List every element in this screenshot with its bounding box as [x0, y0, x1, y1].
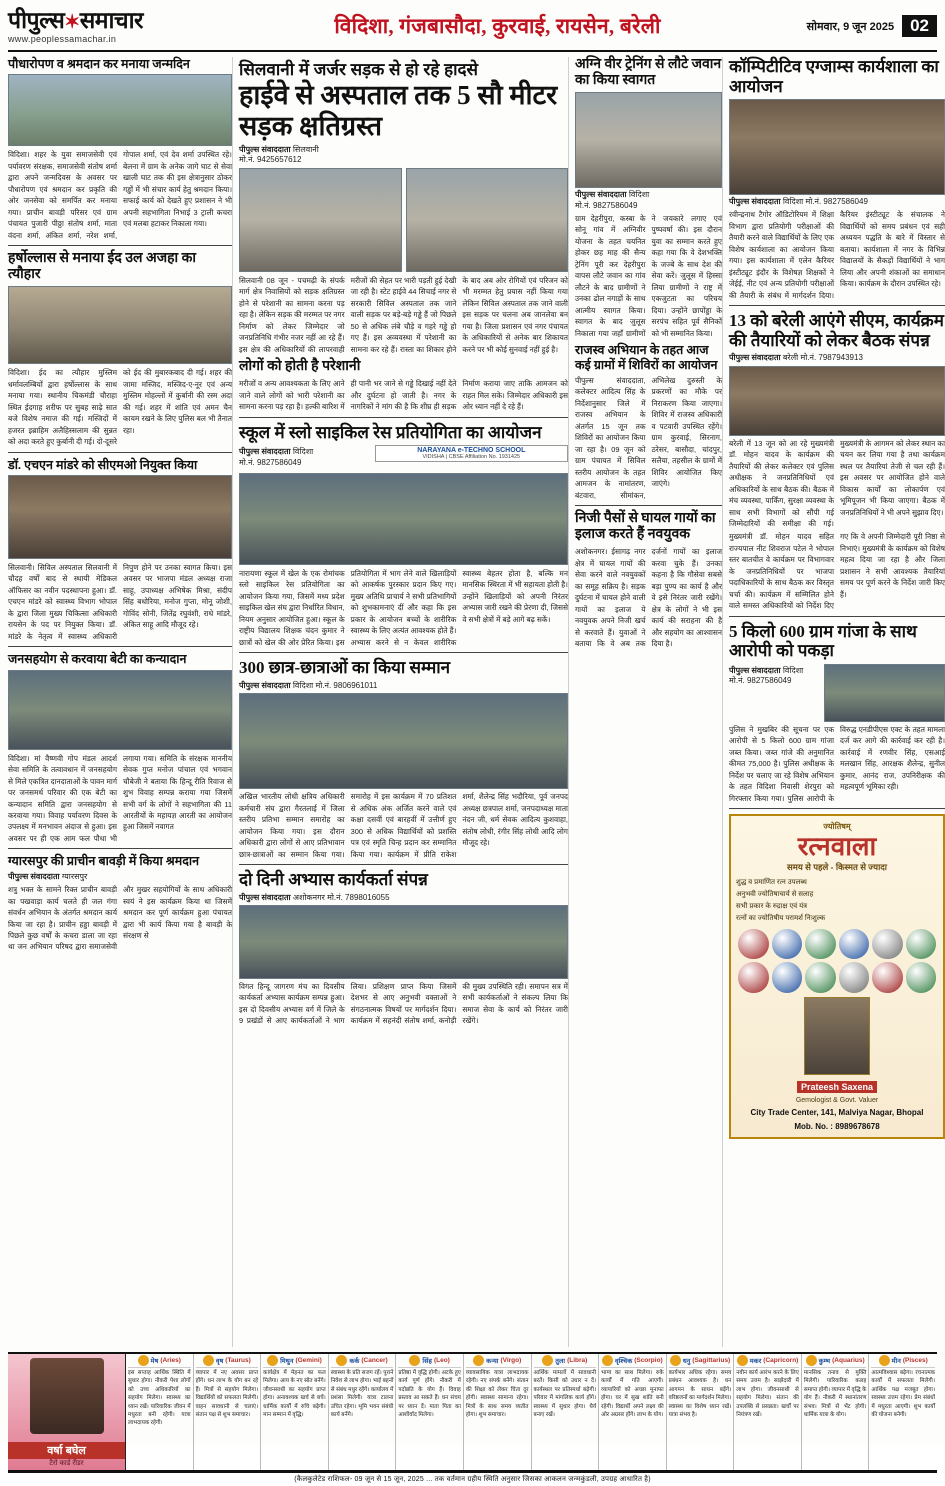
- article-headline: स्कूल में स्लो साइकिल रेस प्रतियोगिता का आयोजन: [239, 422, 542, 442]
- article-body: पुलिस ने मुखबिर की सूचना पर एक आरोपी से 5 किलो 600 ग्राम गांजा जब्त किया। जब्त गांजे की अनुमानित कीमत 75,000 है। पुलिस अधीक्षक के निर्देश पर चलाए जा रहे विशेष अभियान के तहत विदिशा निवासी शेरपुरा को गिरफ्तार किया गया। पुलिस आरोपी के विरुद्ध एनडीपीएस एक्ट के तहत मामला दर्ज कर आगे की कार्रवाई कर रही है। कार्रवाई में रणवीर सिंह, एसआई मलखान सिंह, आरक्षक शैलेन्द्र, सुनील कुमार, आनंद राज, उपनिरीक्षक की महत्वपूर्ण भूमिका रही।: [729, 724, 945, 803]
- byline-mobile: मो.नं. 7987943913: [800, 353, 863, 363]
- byline-place: अशोकनगर: [292, 892, 325, 902]
- zodiac-icon: [879, 1355, 890, 1366]
- article-photo: [575, 92, 722, 188]
- zodiac-icon: [542, 1355, 553, 1366]
- byline-mobile: मो.नं. 9827586049: [729, 676, 792, 686]
- article-headline: 5 किलो 600 ग्राम गांजा के साथ आरोपी को पकड़ा: [729, 621, 917, 661]
- logo-block: [8, 9, 248, 44]
- article-two-day-training: [239, 870, 568, 1031]
- logo-word-1: पीपुल्स: [8, 7, 65, 33]
- horoscope-scorpio[interactable]: [599, 1354, 667, 1470]
- sign-name: सिंह: [422, 1358, 432, 1365]
- article-photo: [239, 473, 568, 565]
- article-ganja-seizure: [729, 622, 945, 809]
- article-300-students-honoured: [239, 658, 568, 865]
- article-body: शहर के युवा समाजसेवी एवं पर्यावरण संरक्षक, समाजसेवी संतोष शर्मा द्वारा अपने जन्मदिवस के अवसर पर पौधारोपण एवं श्रमदान कर प्रकृति की ओर जनसेवा को समर्पित कर मनाया गया। प्राचीन बावड़ी परिसर एवं ग्राम पंचायत पुजारी पीठ्ठा संतोष शर्मा, माता वंदना शर्मा, अंकित शर्मा, नरेश शर्मा, गोपाल शर्मा, एवं देव शर्मा उपस्थित रहे। बेलना में ग्राम के अनेक जागे घाट से सेवा खाली घाट तक की इस क्षेत्रानुसार ठोकर गड्ढों में भी संचार कार्य हेतु श्रमदान किया। सफाई कार्य को देखते हुए प्रशासन ने भी अपनी सहभागिता निभाई 3 ट्राली कचरा एवं मलबा हटाकर निकाला गया।: [8, 150, 232, 240]
- article-body: बरेली में 13 जून को आ रहे मुख्यमंत्री डॉ. मोहन यादव के कार्यक्रम की तैयारियों की लेकर कलेक्टर एवं पुलिस अधीक्षक ने जनप्रतिनिधियों एवं अधिकारियों के साथ बैठक की। बैठक में मंच व्यवस्था, पार्किंग, सुरक्षा व्यवस्था के साथ सभी विभागों को सौंपी गई जिम्मेदारियों की समीक्षा की गई। मुख्यमंत्री के आगमन को लेकर स्थान का चयन कर लिया गया है तथा कार्यक्रम स्थल पर तैयारियां तेजी से चल रही हैं। इस अवसर पर आयोजित होने वाले विकास कार्यों का लोकार्पण एवं भूमिपूजन भी किया जाएगा। बैठक में जनप्रतिनिधियों ने भी अपने सुझाव दिए।: [729, 438, 945, 528]
- article-lead-road-damage: [239, 57, 568, 418]
- sign-text: मानसिक तनाव से मुक्ति मिलेगी। पारिवारिक कलह समाप्त होगी। व्यापार में वृद्धि के योग हैं। नौकरी में स्थानांतरण संभव। मित्रों से भेंट होगी। धार्मिक यात्रा के योग।: [803, 1370, 867, 1418]
- byline: [729, 666, 820, 687]
- sign-name-en: (Gemini): [295, 1357, 322, 1364]
- ad-person-name: Prateesh Saxena: [797, 1081, 877, 1093]
- article-gyaraspur-bawdi: [8, 854, 232, 957]
- article-body: सिविल अस्पताल सिलवानी में चौदह वर्षों बाद से स्थायी मेडिकल ऑफिसर का नवीन पदस्थापना हुआ। डॉ. एचएन मांडरे को स्वास्थ्य विभाग भोपाल के द्वारा जिला मुख्य चिकित्सा अधिकारी रायसेन के पद पर नियुक्त किया। डॉ. मांडरे के नेतृत्व में स्वास्थ्य अधिकारी निपुण होने पर उनका स्वागत किया। इस अवसर पर भाजपा मंडल अध्यक्ष राजा साहू, उपाध्यक्ष अभिषेक मिश्रा, संदीप सिंह बधोरिया, मनोज गुप्ता, मोनू जोशी, गोविंद सोनी, जितेंद्र रघुवंशी, राधे मांडरे, अंकित साहू आदि मौजूद रहे।: [8, 562, 232, 641]
- sign-name: कुम्भ: [818, 1358, 831, 1365]
- article-headline: हर्षोल्लास से मनाया ईद उल अजहा का त्यौहार: [8, 251, 197, 283]
- article-headline: पौधारोपण व श्रमदान कर मनाया जन्मदिन: [8, 57, 190, 71]
- ad-bullet: सभी प्रकार के रुद्राक्ष एवं यंत्र: [736, 902, 808, 910]
- sign-name-en: (Virgo): [500, 1357, 522, 1364]
- horoscope-taurus[interactable]: [194, 1354, 262, 1470]
- gem-icon: [839, 929, 870, 960]
- article-slow-cycle-race: [239, 423, 568, 654]
- sign-header: [804, 1355, 867, 1368]
- article-body: नारायणा स्कूल में खेल के एक रोमांचक स्लो साइकिल रेस प्रतियोगिता का आयोजन किया गया, जिसमें मध्य प्रदेश साइकिल खेल संघ द्वारा निर्धारित विधान, नियम अनुसार आयोजित हुआ। स्कूल के राष्ट्रीय विद्यालय शिक्षक चंदन कुमार ने छात्रों को खेल की ओर प्रेरित किया। इस प्रतियोगिता में भाग लेने वाले खिलाड़ियों को आकर्षक पुरस्कार प्रदान किए गए। मुख्य अतिथि प्राचार्य ने सभी प्रतिभागियों को शुभकामनाएं दीं और कहा कि इस प्रकार के आयोजन बच्चों के शारीरिक स्वास्थ्य के लिए अत्यंत आवश्यक होते हैं। अभ्यास करने से न केवल शारीरिक स्वास्थ्य बेहतर होता है, बल्कि मन मानसिक स्थिरता में भी सहायता होती है। उन्होंने खिलाड़ियों को अपनी निरंतर अभ्यास जारी रखने की प्रेरणा दी, जिससे वे सभी क्षेत्रों में बड़े आगे बढ़ सकें।: [239, 568, 568, 647]
- content-grid: [8, 57, 945, 1347]
- sign-text: भाग्य का साथ मिलेगा। रुके कार्यों में गति आएगी। व्यापारियों को अच्छा मुनाफा होगा। घर में सुख शांति बनी रहेगी। विद्यार्थी अपने लक्ष्य की ओर अग्रसर होंगे। लाभ के योग।: [601, 1370, 664, 1418]
- article-body: विगत हिन्दू जागरण मंच का दिवसीय कार्यकर्ता अभ्यास कार्यक्रम सम्पन्न हुआ। इस दो दिवसीय अभ्यास वर्ग में जिले के 9 प्रखंडों से आए कार्यकर्ताओं ने भाग लिया। प्रशिक्षण प्राप्त किया जिसमें देशभर से आए अनुभवी वक्ताओं ने संगठनात्मक विषयों पर मार्गदर्शन दिया। कार्यक्रम में सहनंदी संतोष शर्मा, कनोड़ी की मुख्य उपस्थिति रही। समापन सत्र में सभी कार्यकर्ताओं ने संकल्प लिया कि समाज सेवा के कार्य को निरंतर जारी रखेंगे।: [239, 981, 568, 1026]
- sign-header: [871, 1355, 935, 1368]
- sign-name-en: (Aries): [160, 1357, 181, 1364]
- zodiac-icon: [336, 1355, 347, 1366]
- sign-name-en: (Pisces): [902, 1357, 928, 1364]
- article-headline: डॉ. एचएन मांडरे को सीएमओ नियुक्त किया: [8, 457, 198, 472]
- article-photo: [729, 366, 945, 436]
- zodiac-icon: [670, 1355, 681, 1366]
- article-body-2: मुख्यमंत्री डॉ. मोहन यादव सहित राज्यपाल नीट शिवराज पटेल ने भोपाल स्तर बातचीत वे कार्यक्रम पर विभागवार के जनप्रतिनिधियों पर भाजपा पदाधिकारियों के साथ बैठक कर विस्तृत चर्चा की। कार्यक्रम में सम्मिलित होने वाले समस्त अधिकारियों को निर्देश दिए गए कि वे अपनी जिम्मेदारी पूरी निष्ठा से निभाएं। मुख्यमंत्री के कार्यक्रम को विशेष महत्व दिया जा रहा है और जिला प्रशासन ने सभी आवश्यक तैयारियां समय पर पूर्ण करने के निर्देश जारी किए हैं।: [729, 532, 945, 611]
- sign-text: व्यापार में नए अवसर प्राप्त होंगे। धन लाभ के योग बन रहे हैं। मित्रों से सहयोग मिलेगा। विद्यार्थियों को सफलता मिलेगी। वाहन सावधानी से चलाएं। संतान पक्ष से शुभ समाचार।: [195, 1370, 259, 1418]
- sign-header: [398, 1355, 461, 1368]
- sign-name: कर्क: [349, 1358, 360, 1365]
- sign-name-en: (Scorpio): [634, 1357, 663, 1364]
- horoscope-capricorn[interactable]: [734, 1354, 802, 1470]
- sign-name-en: (Capricorn): [763, 1357, 799, 1364]
- article-agniveer-welcome: [575, 57, 722, 506]
- article-photo: [239, 905, 568, 979]
- sign-text: इस सप्ताह आर्थिक स्थिति में सुधार होगा। नौकरी पेशा लोगों को उच्च अधिकारियों का सहयोग मिलेगा। स्वास्थ्य का ध्यान रखें। पारिवारिक जीवन में मधुरता बनी रहेगी। यात्रा लाभदायक रहेगी।: [128, 1370, 191, 1427]
- sign-name-en: (Cancer): [361, 1357, 388, 1364]
- byline: [239, 893, 568, 903]
- byline-label: पीपुल्स संवाददाता: [729, 197, 781, 207]
- sign-text: नवीन कार्य आरंभ करने के लिए समय उत्तम है। साझेदारी में लाभ होगा। जीवनसाथी से सहयोग मिलेगा। संतान की उपलब्धि से प्रसन्नता। खर्चों पर नियंत्रण रखें।: [736, 1370, 799, 1418]
- lead-kicker: सिलवानी में जर्जर सड़क से हो रहे हादसे: [239, 60, 479, 79]
- article-competitive-exams-workshop: [729, 57, 945, 306]
- horoscope-pisces[interactable]: [869, 1354, 937, 1470]
- byline-place: विदिशा: [292, 680, 314, 690]
- article-photo: [729, 99, 945, 195]
- sign-header: [331, 1355, 394, 1368]
- article-body: रवीन्द्रनाथ टैगोर ऑडिटोरियम में शिक्षा विभाग द्वारा प्रतियोगी परीक्षाओं की तैयारी करने वाले विद्यार्थियों के लिए एक विशेष कार्यशाला का आयोजन किया गया। इस कार्यशाला में एलेन कैरियर इंस्टीट्यूट इंदौर के विशेषज्ञ शिक्षकों ने जेईई, नीट एवं अन्य प्रतियोगी परीक्षाओं की तैयारी के संबंध में मार्गदर्शन दिया। कैरियर इंस्टीट्यूट के संचालक ने विद्यार्थियों को समय प्रबंधन एवं सही अध्ययन पद्धति के बारे में विस्तार से बताया। कार्यशाला में नगर के विभिन्न विद्यालयों के सैकड़ों विद्यार्थियों ने भाग लिया और अपनी शंकाओं का समाधान किया। कार्यक्रम के दौरान उपस्थित रहे।: [729, 210, 945, 300]
- ad-address: City Trade Center, 141, Malviya Nagar, Bhopal: [750, 1107, 924, 1117]
- host-role: टैरो कार्ड रीडर: [49, 1460, 84, 1467]
- horoscope-virgo[interactable]: [464, 1354, 532, 1470]
- byline-mobile: मो.नं. 9827586049: [805, 197, 868, 207]
- article-paudharopan: [8, 57, 232, 246]
- sign-header: [601, 1355, 664, 1368]
- byline-place: विदिशा: [628, 190, 650, 200]
- article-cm-visit-bareli: [729, 311, 945, 617]
- gem-icon: [839, 962, 870, 993]
- lead-body: सिलवानी 08 जून - पचमढ़ी के संपर्क मार्ग क्षेत्र निवासियों को सड़क क्षतिग्रस्त होने से परेशानी का सामना करना पड़ रहा है। लेकिन सड़क की मरम्मत पर नगर निर्माण को लेकर जिम्मेदार जो जनप्रतिनिधि गंभीर नजर नहीं आ रहे हैं। इस क्षेत्र की अधिकारियों की लापरवाही मरीजों की सेहत पर भारी पड़ती हुई देखी जा रही है। स्टेट हाईवे 44 सिचाई नगर से सरकारी सिविल अस्पताल तक जाने वाली सड़क पर बड़े-बड़े गड्ढे हैं जो पिछले 50 से अधिक लंबे चौड़े व गहरे गड्ढे हो गए हैं। इस अव्यवस्था में परेशानी का सामना कर रहे हैं। रास्ता का शिकार होने के बाद अब ओर रोगियों एवं परिजन को भी मरम्मत हेतु प्रयास नहीं किया गया लेकिन सिविल अस्पताल तक जाने वाली इस सड़क पर चलना अब जानलेवा बन गया है। जिला प्रशासन एवं नगर पंचायत के अधिकारियों से अनेक बार शिकायत करने पर भी कोई सुनवाई नहीं हुई है।: [239, 275, 568, 354]
- website-url[interactable]: www.peoplessamachar.in: [8, 33, 117, 44]
- sign-name-en: (Aquarius): [832, 1357, 865, 1364]
- article-headline: 13 को बरेली आएंगे सीएम, कार्यक्रम की तैयारियों को लेकर बैठक संपन्न: [729, 311, 944, 350]
- sign-name-en: (Taurus): [225, 1357, 251, 1364]
- byline-label: पीपुल्स संवाददाता: [575, 190, 627, 200]
- byline-place: विदिशा: [782, 665, 804, 675]
- byline-label: पीपुल्स संवाददाता: [8, 871, 60, 881]
- article-cmo-appointed: [8, 458, 232, 648]
- horoscope-libra[interactable]: [532, 1354, 600, 1470]
- article-headline: निजी पैसों से घायल गायों का इलाज करते हैं नवयुवक: [575, 511, 716, 543]
- byline-mobile: मो.नं. 9827586049: [239, 457, 302, 467]
- article-place: विदिशा।: [8, 368, 30, 378]
- sign-text: स्वास्थ्य के प्रति सजग रहें। पुराने निवेश से लाभ होगा। भाई बहनों से संबंध मधुर रहेंगे। कार्यालय में प्रशंसा मिलेगी। यात्रा टालना उचित रहेगा। भूमि भवन संबंधी कार्य बनेंगे।: [330, 1370, 394, 1418]
- sign-name: मिथुन: [280, 1358, 294, 1365]
- sign-text: व्यावसायिक यात्रा लाभदायक रहेगी। नए संपर्क बनेंगे। संतान की शिक्षा को लेकर चिंता दूर होगी। स्वास्थ्य सामान्य रहेगा। मित्रों के साथ समय व्यतीत होगा। शुभ समाचार।: [465, 1370, 529, 1418]
- article-place: विदिशा।: [8, 150, 30, 160]
- article-kanyadan: [8, 652, 232, 849]
- byline-mobile: मो.नं. 9827586049: [575, 200, 638, 210]
- page-number: 02: [902, 15, 937, 38]
- column-4: [729, 57, 945, 1347]
- byline-label: पीपुल्स संवाददाता: [239, 447, 291, 457]
- gemstone-grid: [738, 929, 936, 993]
- host-name: वर्षा बघेल: [8, 1442, 125, 1459]
- sign-header: [736, 1355, 799, 1368]
- column-2: [239, 57, 569, 1347]
- edition-cities: विदिशा, गंजबासौदा, कुरवाई, रायसेन, बरेली: [334, 14, 661, 38]
- zodiac-icon: [267, 1355, 278, 1366]
- zodiac-icon: [602, 1355, 613, 1366]
- article-photo: [824, 664, 945, 722]
- byline: [8, 872, 232, 882]
- article-photo: [8, 670, 232, 750]
- ad-kicker: ज्योतिषम्: [823, 822, 851, 832]
- sign-name: वृष: [215, 1358, 224, 1365]
- lead-photo-1: [239, 168, 402, 272]
- sign-header: [669, 1355, 732, 1368]
- sign-header: [263, 1355, 326, 1368]
- gem-icon: [772, 929, 803, 960]
- column-3: [575, 57, 723, 1347]
- byline: [239, 447, 371, 468]
- byline: [575, 190, 722, 211]
- sign-header: [196, 1355, 259, 1368]
- ad-person-role: Gemologist & Govt. Valuer: [795, 1096, 879, 1104]
- publication-date: सोमवार, 9 जून 2025: [806, 20, 895, 33]
- horoscope-strip: [8, 1352, 937, 1472]
- article-headline: ग्यारसपुर की प्राचीन बावड़ी में किया श्रमदान: [8, 854, 200, 869]
- horoscope-host: [8, 1354, 126, 1470]
- sign-name: वृश्चिक: [615, 1358, 633, 1365]
- star-icon: ✶: [64, 11, 80, 33]
- article-photo: [8, 475, 232, 559]
- article-body: ग्राम देहरीपुरा, कस्बा के सोनू गांव में अग्निवीर योजना के तहत चयनित होकर छह माह की सैन्य ट्रेनिंग पूरी कर देहरीपुरा वापस लौटे जवान का गांव लौटने के बाद ग्रामीणों ने उनका ढोल नगाड़ों के साथ आत्मीय स्वागत किया। स्वागत के बाद जुलूस निकाला गया जहाँ ग्रामीणों ने जयकारे लगाए एवं पुष्पवर्षा की। इस दौरान युवा का सम्मान करते हुए कहा गया कि वे देशभक्ति के जज्बे के साथ देश की सेवा करें। जुलूस में हिस्सा लिया ग्रामीणों ने राष्ट्र में एकजुटता का परिचय दिया। उन्होंने छापोंड्डा के सरपंच सहित पूर्व सैनिकों को भी सम्मानित किया।: [575, 213, 722, 338]
- sign-name-en: (Sagittarius): [692, 1357, 731, 1364]
- article-photo: [8, 286, 232, 364]
- byline-place: विदिशा: [292, 447, 314, 457]
- sign-text: कार्यक्षेत्र में मेहनत का फल मिलेगा। आय के नए स्रोत बनेंगे। जीवनसाथी का सहयोग प्राप्त होगा। अनावश्यक खर्च से बचें। धार्मिक कार्यों में रुचि बढ़ेगी। मान सम्मान में वृद्धि।: [263, 1370, 326, 1418]
- column-1: [8, 57, 233, 1347]
- logo-word-2: समाचार: [79, 7, 143, 33]
- sign-name: तुला: [555, 1358, 566, 1365]
- zodiac-icon: [409, 1355, 420, 1366]
- article-place: अशोकनगर।: [575, 547, 608, 557]
- article-photo: [239, 693, 568, 789]
- lead-photo-2: [406, 168, 569, 272]
- byline: [239, 681, 568, 691]
- gem-icon: [772, 962, 803, 993]
- byline: [729, 353, 945, 363]
- horoscope-leo[interactable]: [396, 1354, 464, 1470]
- byline-place: बरेली: [782, 353, 799, 363]
- lead-sub-body: मरीजों व अन्य आवश्यकता के लिए आने जाने वाले लोगों को भारी परेशानी का सामना करना पड़ रहा है। हल्की बारिश में ही पानी भर जाने से गड्ढे दिखाई नहीं देते और दुर्घटना हो जाती है। नगर के नागरिकों ने मांग की है कि शीघ्र ही सड़क निर्माण कराया जाए ताकि आमजन को राहत मिल सके। जिम्मेदार अधिकारी इस ओर ध्यान नहीं दे रहे हैं।: [239, 379, 568, 412]
- article-body: अखिल भारतीय लोधी क्षत्रिय अधिकारी कर्मचारी संघ द्वारा गैरतलाई में जिला स्तरीय प्रतिभा सम्मान समारोह का आयोजन किया गया। इस दौरान अधिकारी द्वारा लोगों से आए प्रतिभावान छात्र-छात्राओं का सम्मान किया गया। समारोह में इस कार्यक्रम में 70 प्रतिशत से अधिक अंक अर्जित करने वाले एवं कक्षा दसवीं एवं बारहवीं में उत्तीर्ण हुए 300 से अधिक विद्यार्थियों को प्रशस्ति पत्र एवं स्मृति चिन्ह प्रदान कर सम्मानित किया गया। कार्यक्रम में प्रीति राकेश शर्मा, शैलेन्द्र सिंह भदौरिया, पूर्व जनपद अध्यक्ष छत्रपाल शर्मा, जनपदाध्यक्ष माता नंदन जी, धर्म सेवक आदित्य कुशवाहा, संतोष लोधी, रंगीर सिंह लोधी आदि लोग मौजूद रहे।: [239, 792, 568, 859]
- sign-text: प्रतिष्ठा में वृद्धि होगी। अटके हुए कार्य पूर्ण होंगे। नौकरी में पदोन्नति के योग हैं। विवाह प्रस्ताव आ सकते हैं। धन संचय पर ध्यान दें। माता पिता का आशीर्वाद मिलेगा।: [398, 1370, 461, 1418]
- byline-label: पीपुल्स संवाददाता: [239, 145, 291, 155]
- zodiac-icon: [138, 1355, 149, 1366]
- horoscope-gemini[interactable]: [261, 1354, 329, 1470]
- ad-bullet: रत्नों का ज्योतिषीय परामर्श निःशुल्क: [736, 914, 826, 922]
- byline-place: ग्यारसपुर: [61, 871, 88, 881]
- article-sub-body: पीपुल्स संवाददाता, कलेक्टर आदित्य सिंह के निर्देशानुसार जिले में राजस्व अभियान के अंतर्गत 15 जून तक शिविरों का आयोजन किया जा रहा है। 09 जून को ग्राम पंचायत में सिविल स्तरीय आयोजन के तहत आमजन के नामांतरण, बंटवारा, सीमांकन, अभिलेख दुरुस्ती के प्रकरणों का मौके पर निराकरण किया जाएगा। शिविर में राजस्व अधिकारी व पटवारी उपस्थित रहेंगे। ग्राम कुरवाई, सिरनाग, ठरेसर, बासौदा, चांदपुर, सलैया, तहसील के ग्रामों में शिविर आयोजित किए जाएंगे।: [575, 375, 722, 500]
- byline: [239, 145, 568, 166]
- sign-name: कन्या: [486, 1358, 499, 1365]
- zodiac-icon: [473, 1355, 484, 1366]
- lead-subhead: लोगों को होती है परेशानी: [239, 359, 361, 375]
- article-place: विदिशा।: [8, 753, 30, 763]
- article-body: ईद का त्यौहार मुस्लिम धर्मावलम्बियों द्वारा हर्षोल्लास के साथ मनाया गया। स्थानीय चिकमंडी चौराहा स्थित ईदगाह शरीफ पर सुबह साढ़े सात बजे विशेष नमाज की गई। मस्जिदों में हजरत इब्राहिम अलैहिस्सलाम की सुन्नत को अदा करते हुए कुर्बानी दी गई। दो-दूसरे को ईद की मुबारकबाद दी गई। शहर की जामा मस्जिद, मस्जिद-ए-नूर एवं अन्य मुस्लिम मोहल्लों में कुर्बानी की रस्म अदा की गई। शहर में शांति एवं अमन चैन कायम रखने के लिए पुलिस बल भी तैनात रहा।: [8, 368, 232, 447]
- article-body: मां वैष्णवी गोप मंडल आदर्श सेवा समिति के तत्वावधान में जनसहयोग से मिले एकत्रित दानदाताओं के पावन मार्ग पर जनसमर्थ परिवार की एक बेटी का कन्यादान समिति द्वारा जनसहयोग से करवाया गया। विवाह पर्यावरण दिवस के उपलक्ष्य में मनभावन अंदाज से हुआ। इस अवसर पर ही एक आम फल पौधा भी लगाया गया। समिति के संरक्षक माननीय सेवक गुप्त मनोज पांचाल एवं भगवान चौबेजी ने बताया कि हिन्दू रीति रिवाज से शुभ विवाह सम्पन्न कराया गया जिसमें सभी वर्ग के लोगों ने सहभागिता की 11 आरतीयों के महायज्ञ आरती का आयोजन हुआ जिसमें नवागत: [8, 753, 232, 843]
- article-eid: [8, 251, 232, 452]
- article-subhead: राजस्व अभियान के तहत आज कई ग्रामों में शिविरों का आयोजन: [575, 343, 718, 372]
- zodiac-icon: [806, 1355, 817, 1366]
- sign-header: [128, 1355, 191, 1368]
- sign-name: मीन: [891, 1358, 901, 1365]
- ad-portrait: [804, 997, 870, 1075]
- sign-name: मेष: [150, 1358, 159, 1365]
- sign-name: धनु: [682, 1358, 691, 1365]
- ad-phone[interactable]: Mob. No. : 8989678678: [794, 1121, 880, 1131]
- article-place: सिलवानी।: [8, 562, 35, 572]
- horoscope-sagittarius[interactable]: [667, 1354, 735, 1470]
- ad-tagline: समय से पहले - किस्मत से ज्यादा: [786, 862, 888, 873]
- sign-text: आर्थिक मामलों में सावधानी बरतें। किसी को उधार न दें। कार्यस्थल पर प्रतिस्पर्धा बढ़ेगी। परिवार में मांगलिक कार्य होंगे। स्वास्थ्य में सुधार होगा। धैर्य बनाए रखें।: [533, 1370, 597, 1418]
- sign-name-en: (Libra): [567, 1357, 588, 1364]
- sign-name: मकर: [749, 1358, 762, 1365]
- byline-mobile: मो.नं. 9806961011: [315, 680, 378, 690]
- byline: [729, 197, 945, 207]
- horoscope-aries[interactable]: [126, 1354, 194, 1470]
- gem-icon: [906, 962, 937, 993]
- host-photo: [30, 1358, 104, 1434]
- byline-label: पीपुल्स संवाददाता: [239, 892, 291, 902]
- gem-icon: [738, 962, 769, 993]
- article-headline: 300 छात्र-छात्राओं का किया सम्मान: [239, 658, 451, 678]
- sign-header: [466, 1355, 529, 1368]
- horoscope-footnote: (कैलकुलेटेड राशिफल- 09 जून से 15 जून, 2025 ... तक वर्तमान ग्रहीय स्थिति अनुसार जिसका आकलन जन्मकुंडली, उपग्रह आधारित है): [8, 1472, 937, 1486]
- gem-icon: [906, 929, 937, 960]
- byline-mobile: मो.नं. 9425657612: [239, 155, 302, 165]
- gem-icon: [805, 929, 836, 960]
- horoscope-aquarius[interactable]: [802, 1354, 870, 1470]
- byline-place: सिलवानी: [292, 145, 319, 155]
- byline-label: पीपुल्स संवाददाता: [729, 665, 781, 675]
- zodiac-icon: [737, 1355, 748, 1366]
- article-headline: कॉम्पिटीटिव एग्जाम्स कार्यशाला का आयोजन: [729, 57, 939, 96]
- gem-icon: [872, 929, 903, 960]
- gem-icon: [738, 929, 769, 960]
- article-cow-treatment: [575, 511, 722, 653]
- article-headline: दो दिनी अभ्यास कार्यकर्ता संपन्न: [239, 870, 428, 890]
- advertisement-ratnawala[interactable]: [729, 814, 945, 1139]
- gem-icon: [872, 962, 903, 993]
- sign-name-en: (Leo): [433, 1357, 450, 1364]
- ad-brand: रत्नवाला: [797, 832, 877, 862]
- sign-text: कार्यभार अधिक रहेगा। समय प्रबंधन आवश्यक है। धन आगमन के साधन बढ़ेंगे। वरिष्ठजनों का मार्गदर्शन मिलेगा। स्वास्थ्य का विशेष ध्यान रखें। यात्रा संभव है।: [668, 1370, 732, 1418]
- horoscope-cancer[interactable]: [329, 1354, 397, 1470]
- zodiac-icon: [203, 1355, 214, 1366]
- logo-title: [8, 9, 248, 32]
- school-affiliation: VIDISHA | CBSE Affiliation No. 1931425: [422, 454, 521, 461]
- article-body: ईसागढ़ नगर क्षेत्र में घायल गायों की सेवा करने वाले नवयुवकों का समूह सक्रिय है। सड़क दुर्घटना में घायल होने वाली गायों का इलाज ये नवयुवक अपने निजी खर्च से करवाते हैं। युवाओं ने बताया कि वे अब तक दर्जनों गायों का इलाज करवा चुके हैं। उनका कहना है कि गौसेवा सबसे बड़ा पुण्य का कार्य है और वे इसे निरंतर जारी रखेंगे। क्षेत्र के लोगों ने भी इस कार्य की सराहना की है और सहयोग का आश्वासन दिया है।: [575, 547, 722, 648]
- ad-bullet: शुद्ध व प्रमाणित रत्न उपलब्ध: [736, 879, 807, 887]
- school-name: NARAYANA e-TECHNO SCHOOL: [417, 447, 526, 455]
- article-body: शत्रु भक्त के सामने रिक्त प्राचीन बावड़ी का पखवाड़ा कार्य चलते ही जल गंगा संवर्धन अभियान के अंतर्गत श्रमदान कार्य किया जा रहा है। प्राचीन हड्डा बावड़ी में पिछले कुछ वर्षों के कचरा डाला जा रहा था जन अभियान परिषद द्वारा समाजसेवी और मुखर सहयोगियों के साथ अधिकारी स्वयं ने इस कार्यक्रम किया था जिसमें श्रमदान कर पूर्ण कार्यक्रम हुआ पंचायत द्वारा भी कार्य किया गया है बावड़ी के संरक्षण से: [8, 885, 232, 952]
- article-photo: [8, 74, 232, 146]
- byline-label: पीपुल्स संवाददाता: [239, 680, 291, 690]
- sign-header: [534, 1355, 597, 1368]
- article-headline: अग्नि वीर ट्रेनिंग से लौटे जवान का किया स्वागत: [575, 57, 722, 89]
- article-headline: जनसहयोग से करवाया बेटी का कन्यादान: [8, 652, 187, 667]
- byline-label: पीपुल्स संवाददाता: [729, 353, 781, 363]
- gem-icon: [805, 962, 836, 993]
- ad-bullet: अनुभवी ज्योतिषाचार्य से सलाह: [736, 891, 814, 899]
- sign-text: आत्मविश्वास बढ़ेगा। रचनात्मक कार्यों में सफलता मिलेगी। आर्थिक पक्ष मजबूत होगा। स्वास्थ्य उत्तम रहेगा। प्रेम संबंधों में मधुरता आएगी। शुभ कार्यों की योजना बनेगी।: [871, 1370, 935, 1418]
- byline-mobile: मो.नं. 7898016055: [327, 892, 390, 902]
- masthead: [8, 6, 937, 52]
- masthead-right: [747, 15, 937, 38]
- byline-place: विदिशा: [782, 197, 804, 207]
- lead-headline: हाईवे से अस्पताल तक 5 सौ मीटर सड़क क्षतिग्रस्त: [239, 80, 558, 142]
